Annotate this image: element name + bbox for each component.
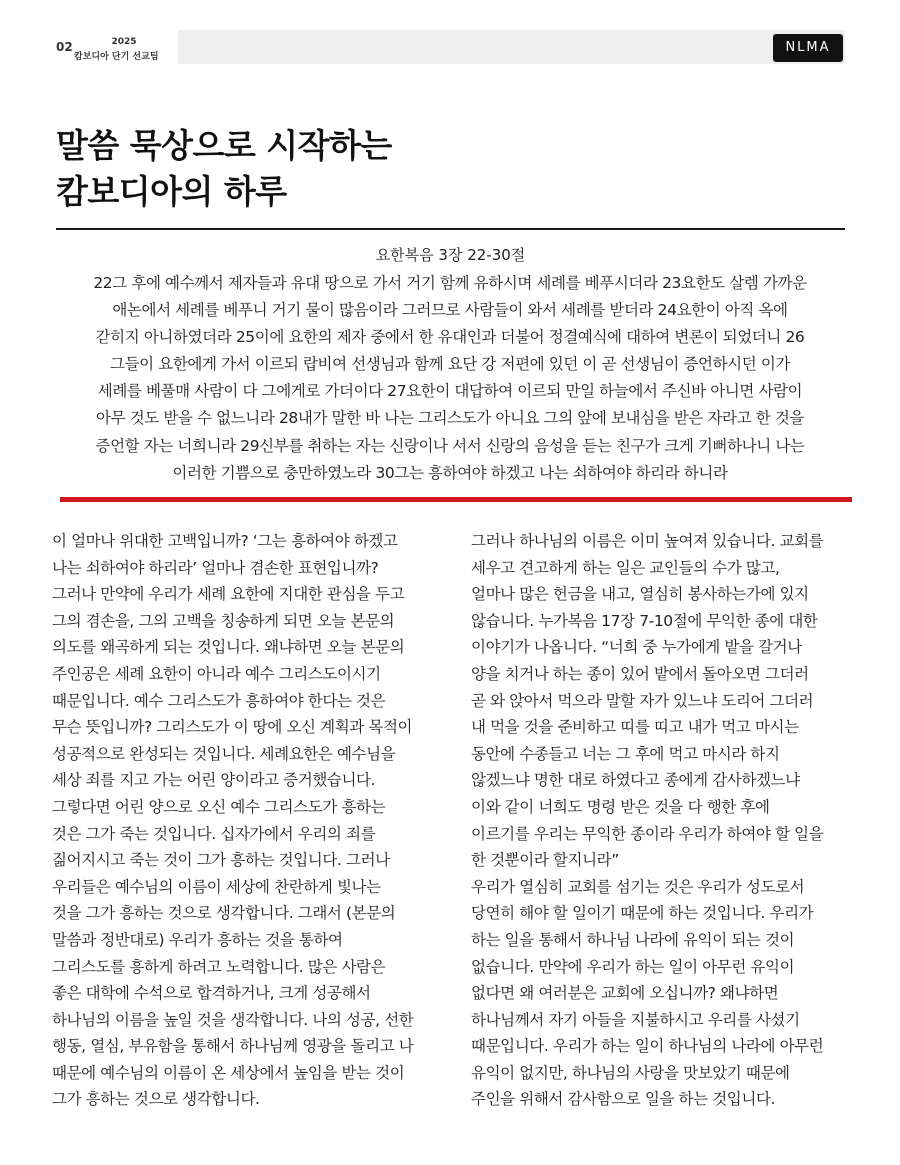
body-line: 의도를 왜곡하게 되는 것입니다. 왜냐하면 오늘 본문의 [52, 638, 405, 657]
body-line: 이야기가 나옵니다. “너희 중 누가에게 밭을 갈거나 [471, 638, 802, 657]
body-line: 짊어지시고 죽는 것이 그가 흥하는 것입니다. 그러나 [52, 851, 390, 870]
body-line: 때문입니다. 우리가 하는 일이 하나님의 나라에 아무런 [471, 1037, 824, 1056]
title-divider [56, 228, 845, 230]
body-line: 것은 그가 죽는 것입니다. 십자가에서 우리의 죄를 [52, 824, 376, 843]
scripture-line: 애논에서 세례를 베푸니 거기 물이 많음이라 그러므로 사람들이 와서 세례를 받더라 24요한이 아직 옥에 [112, 301, 788, 320]
body-line: 그가 흥하는 것으로 생각합니다. [52, 1090, 260, 1109]
body-line: 않습니다. 누가복음 17장 7-10절에 무익한 종에 대한 [471, 611, 818, 630]
body-line: 없습니다. 만약에 우리가 하는 일이 아무런 유익이 [471, 957, 795, 976]
body-line: 주인을 위해서 감사함으로 일을 하는 것입니다. [471, 1090, 776, 1109]
body-line: 동안에 수종들고 너는 그 후에 먹고 마시라 하지 [471, 744, 780, 763]
brand-logo: NLMA [773, 34, 843, 62]
body-column-right [471, 528, 866, 1113]
scripture-reference: 요한복음 3장 22-30절 [375, 246, 526, 264]
body-line: 하나님께서 자기 아들을 지불하시고 우리를 사셨기 [471, 1010, 800, 1029]
body-line: 그렇다면 어린 양으로 오신 예수 그리스도가 흥하는 [52, 797, 386, 816]
body-column-left [52, 528, 447, 1113]
title-line-2: 캄보디아의 하루 [56, 172, 287, 211]
body-line: 좋은 대학에 수석으로 합격하거나, 크게 성공해서 [52, 984, 371, 1003]
body-line: 하나님의 이름을 높일 것을 생각합니다. 나의 성공, 선한 [52, 1010, 414, 1029]
body-line: 이르기를 우리는 무익한 종이라 우리가 하여야 할 일을 [471, 824, 824, 843]
body-line: 주인공은 세례 요한이 아니라 예수 그리스도이시기 [52, 664, 381, 683]
scripture-line: 세례를 베풀매 사람이 다 그에게로 가더이다 27요한이 대답하여 이르되 만일 하늘에서 주신바 아니면 사람이 [97, 382, 803, 401]
page-number: 02 [56, 40, 73, 54]
body-line: 때문에 예수님의 이름이 온 세상에서 높임을 받는 것이 [52, 1063, 405, 1082]
page-title [56, 123, 392, 215]
body-line: 나는 쇠하여야 하리라’ 얼마나 겸손한 표현입니까? [52, 558, 379, 577]
body-line: 그러나 하나님의 이름은 이미 높여져 있습니다. 교회를 [471, 532, 824, 550]
body-line: 없다면 왜 여러분은 교회에 오십니까? 왜냐하면 [471, 984, 779, 1003]
body-line: 당연히 해야 할 일이기 때문에 하는 것입니다. 우리가 [471, 904, 814, 923]
body-line: 한 것뿐이라 할지니라” [471, 851, 619, 870]
body-line: 행동, 열심, 부유함을 통해서 하나님께 영광을 돌리고 나 [52, 1037, 414, 1056]
body-line: 유익이 없지만, 하나님의 사랑을 맛보았기 때문에 [471, 1063, 790, 1082]
body-line: 성공적으로 완성되는 것입니다. 세례요한은 예수님을 [52, 744, 396, 763]
title-line-1: 말씀 묵상으로 시작하는 [56, 126, 392, 165]
scripture-line: 증언할 자는 너희니라 29신부를 취하는 자는 신랑이나 서서 신랑의 음성을 듣는 친구가 크게 기뻐하나니 나는 [95, 436, 805, 455]
body-line: 이 얼마나 위대한 고백입니까? ‘그는 흥하여야 하겠고 [52, 532, 398, 550]
body-line: 우리가 열심히 교회를 섬기는 것은 우리가 성도로서 [471, 877, 805, 896]
body-line: 그리스도를 흥하게 하려고 노력합니다. 많은 사람은 [52, 957, 386, 976]
body-line: 말씀과 정반대로) 우리가 흥하는 것을 통하여 [52, 930, 343, 949]
body-line: 그러나 만약에 우리가 세례 요한에 지대한 관심을 두고 [52, 585, 405, 604]
header-bar [178, 30, 845, 64]
body-line: 세상 죄를 지고 가는 어린 양이라고 증거했습니다. [52, 771, 376, 790]
header-subtitle: 캄보디아 단기 선교팀 [74, 52, 159, 62]
body-line: 내 먹을 것을 준비하고 띠를 띠고 내가 먹고 마시는 [471, 718, 799, 737]
scripture-line: 갇히지 아니하였더라 25이에 요한의 제자 중에서 한 유대인과 더불어 정결예식에 대하여 변론이 되었더니 26 [95, 328, 805, 347]
scripture-line: 아무 것도 받을 수 없느니라 28내가 말한 바 나는 그리스도가 아니요 그의 앞에 보내심을 받은 자라고 한 것을 [96, 409, 804, 428]
body-line: 우리들은 예수님의 이름이 세상에 찬란하게 빛나는 [52, 877, 381, 896]
scripture-line: 그들이 요한에게 가서 이르되 랍비여 선생님과 함께 요단 강 저편에 있던 이 곧 선생님이 증언하시던 이가 [110, 355, 790, 374]
body-line: 무슨 뜻입니까? 그리스도가 이 땅에 오신 계획과 목적이 [52, 718, 413, 737]
scripture-line: 이러한 기쁨으로 충만하였노라 30그는 흥하여야 하겠고 나는 쇠하여야 하리라 하니라 [172, 463, 728, 482]
scripture-line: 22그 후에 예수께서 제자들과 유대 땅으로 가서 거기 함께 유하시며 세례를 베푸시더라 23요한도 살렘 가까운 [93, 274, 807, 292]
body-line: 곧 와 앉아서 먹으라 말할 자가 있느냐 도리어 그더러 [471, 691, 814, 710]
body-line: 세우고 견고하게 하는 일은 교인들의 수가 많고, [471, 558, 780, 577]
scripture-passage [40, 270, 860, 487]
body-line: 양을 치거나 하는 종이 있어 밭에서 돌아오면 그더러 [471, 664, 809, 683]
body-line: 얼마나 많은 헌금을 내고, 열심히 봉사하는가에 있지 [471, 585, 809, 604]
body-line: 그의 겸손을, 그의 고백을 칭송하게 되면 오늘 본문의 [52, 611, 395, 630]
scripture-divider [60, 497, 852, 502]
body-line: 것을 그가 흥하는 것으로 생각합니다. 그래서 (본문의 [52, 904, 396, 923]
body-line: 하는 일을 통해서 하나님 나라에 유익이 되는 것이 [471, 930, 795, 949]
body-line: 이와 같이 너희도 명령 받은 것을 다 행한 후에 [471, 797, 770, 816]
body-line: 때문입니다. 예수 그리스도가 흥하여야 한다는 것은 [52, 691, 386, 710]
body-line: 않겠느냐 명한 대로 하였다고 종에게 감사하겠느냐 [471, 771, 800, 790]
header-year: 2025 [111, 37, 137, 47]
